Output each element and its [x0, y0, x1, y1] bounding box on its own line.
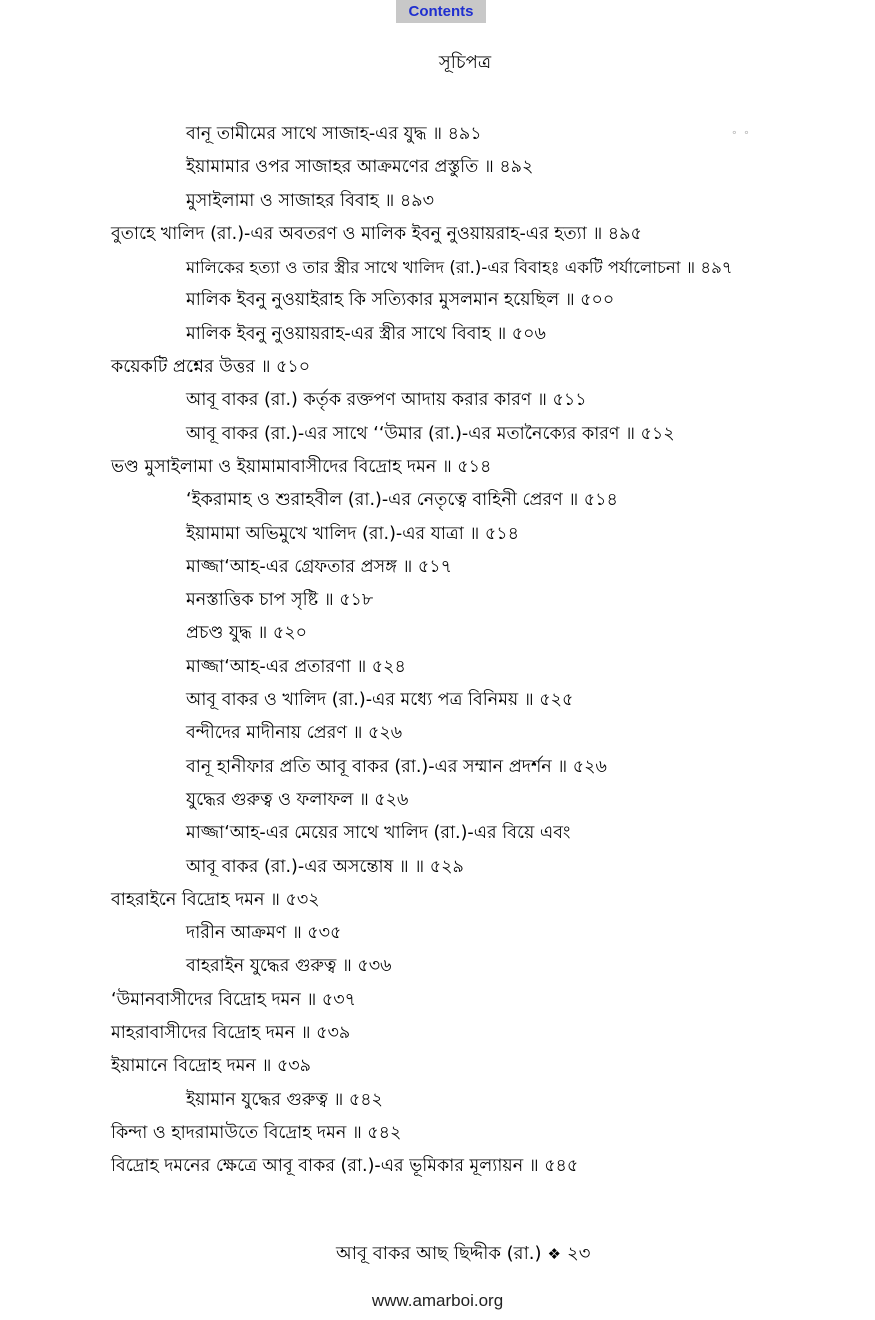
toc-subsection-entry[interactable]: মাজ্জা‘আহ-এর প্রতারণা ॥ ৫২৪: [186, 656, 406, 677]
toc-subsection-entry[interactable]: বানূ তামীমের সাথে সাজাহ-এর যুদ্ধ ॥ ৪৯১: [186, 124, 482, 144]
toc-subsection-entry[interactable]: আবূ বাকর ও খালিদ (রা.)-এর মধ্যে পত্র বিনিময় ॥ ৫২৫: [186, 690, 574, 711]
toc-section-entry[interactable]: বাহরাইনে বিদ্রোহ দমন ॥ ৫৩২: [111, 889, 320, 910]
page-footer: [336, 1239, 590, 1269]
toc-subsection-entry[interactable]: ইয়ামান যুদ্ধের গুরুত্ব ॥ ৫৪২: [186, 1089, 383, 1110]
toc-subsection-entry[interactable]: মনস্তাত্তিক চাপ সৃষ্টি ॥ ৫১৮: [186, 590, 374, 611]
page-number: ২৩: [567, 1243, 591, 1264]
toc-section-entry[interactable]: মাহরাবাসীদের বিদ্রোহ দমন ॥ ৫৩৯: [111, 1023, 351, 1044]
toc-subsection-entry[interactable]: আবূ বাকর (রা.) কর্তৃক রক্তপণ আদায় করার কারণ ॥ ৫১১: [186, 390, 587, 411]
toc-subsection-entry[interactable]: প্রচণ্ড যুদ্ধ ॥ ৫২০: [186, 623, 307, 644]
toc-subsection-entry[interactable]: মালিকের হত্যা ও তার স্ত্রীর সাথে খালিদ (রা.)-এর বিবাহঃ একটি পর্যালোচনা ॥ ৪৯৭: [186, 258, 733, 278]
toc-subsection-entry[interactable]: বন্দীদের মাদীনায় প্রেরণ ॥ ৫২৬: [186, 723, 403, 744]
toc-subsection-entry[interactable]: ইয়ামামা অভিমুখে খালিদ (রা.)-এর যাত্রা ॥ ৫১৪: [186, 523, 519, 544]
separator-icon: ❖: [547, 1245, 561, 1263]
toc-subsection-entry[interactable]: আবূ বাকর (রা.)-এর অসন্তোষ ॥ ॥ ৫২৯: [186, 856, 464, 877]
toc-section-entry[interactable]: ইয়ামানে বিদ্রোহ দমন ॥ ৫৩৯: [111, 1056, 312, 1077]
toc-subsection-entry[interactable]: মাজ্জা‘আহ-এর মেয়ের সাথে খালিদ (রা.)-এর বিয়ে এবং: [186, 823, 571, 844]
toc-section-entry[interactable]: বিদ্রোহ দমনের ক্ষেত্রে আবূ বাকর (রা.)-এর ভূমিকার মূল্যায়ন ॥ ৫৪৫: [111, 1156, 579, 1177]
page-title: সূচিপত্র: [438, 52, 492, 73]
toc-subsection-entry[interactable]: যুদ্ধের গুরুত্ব ও ফলাফল ॥ ৫২৬: [186, 789, 409, 810]
toc-section-entry[interactable]: কয়েকটি প্রশ্নের উত্তর ॥ ৫১০: [111, 357, 311, 378]
toc-subsection-entry[interactable]: মাজ্জা‘আহ-এর গ্রেফতার প্রসঙ্গ ॥ ৫১৭: [186, 556, 452, 577]
decorative-mark: ॰ ॰: [732, 127, 751, 140]
toc-subsection-entry[interactable]: বানূ হানীফার প্রতি আবূ বাকর (রা.)-এর সম্মান প্রদর্শন ॥ ৫২৬: [186, 756, 607, 777]
toc-subsection-entry[interactable]: দারীন আক্রমণ ॥ ৫৩৫: [186, 923, 342, 944]
toc-subsection-entry[interactable]: ইয়ামামার ওপর সাজাহর আক্রমণের প্রস্তুতি ॥ ৪৯২: [186, 157, 534, 178]
website-link[interactable]: www.amarboi.org: [371, 1291, 504, 1310]
toc-subsection-entry[interactable]: আবূ বাকর (রা.)-এর সাথে ‘‘উমার (রা.)-এর মতানৈক্যের কারণ ॥ ৫১২: [186, 423, 675, 444]
table-of-contents: [0, 118, 875, 1184]
toc-section-entry[interactable]: কিন্দা ও হাদরামাউতে বিদ্রোহ দমন ॥ ৫৪২: [111, 1122, 402, 1143]
contents-button[interactable]: Contents: [396, 0, 486, 23]
toc-section-entry[interactable]: ভণ্ড মুসাইলামা ও ইয়ামামাবাসীদের বিদ্রোহ দমন ॥ ৫১৪: [111, 456, 492, 477]
toc-subsection-entry[interactable]: মালিক ইবনু নুওয়াইরাহ কি সত্যিকার মুসলমান হয়েছিল ॥ ৫০০: [186, 290, 615, 311]
toc-subsection-entry[interactable]: ‘ইকরামাহ ও শুরাহবীল (রা.)-এর নেতৃত্বে বাহিনী প্রেরণ ॥ ৫১৪: [186, 490, 618, 511]
toc-section-entry[interactable]: বুতাহে খালিদ (রা.)-এর অবতরণ ও মালিক ইবনু নুওয়ায়রাহ-এর হত্যা ॥ ৪৯৫: [111, 223, 642, 244]
toc-subsection-entry[interactable]: বাহরাইন যুদ্ধের গুরুত্ব ॥ ৫৩৬: [186, 956, 392, 977]
toc-section-entry[interactable]: ‘উমানবাসীদের বিদ্রোহ দমন ॥ ৫৩৭: [111, 989, 356, 1010]
toc-subsection-entry[interactable]: মালিক ইবনু নুওয়ায়রাহ-এর স্ত্রীর সাথে বিবাহ ॥ ৫০৬: [186, 323, 546, 344]
footer-book-title: আবূ বাকর আছ ছিদ্দীক (রা.): [336, 1243, 542, 1264]
toc-subsection-entry[interactable]: মুসাইলামা ও সাজাহর বিবাহ ॥ ৪৯৩: [186, 190, 434, 211]
